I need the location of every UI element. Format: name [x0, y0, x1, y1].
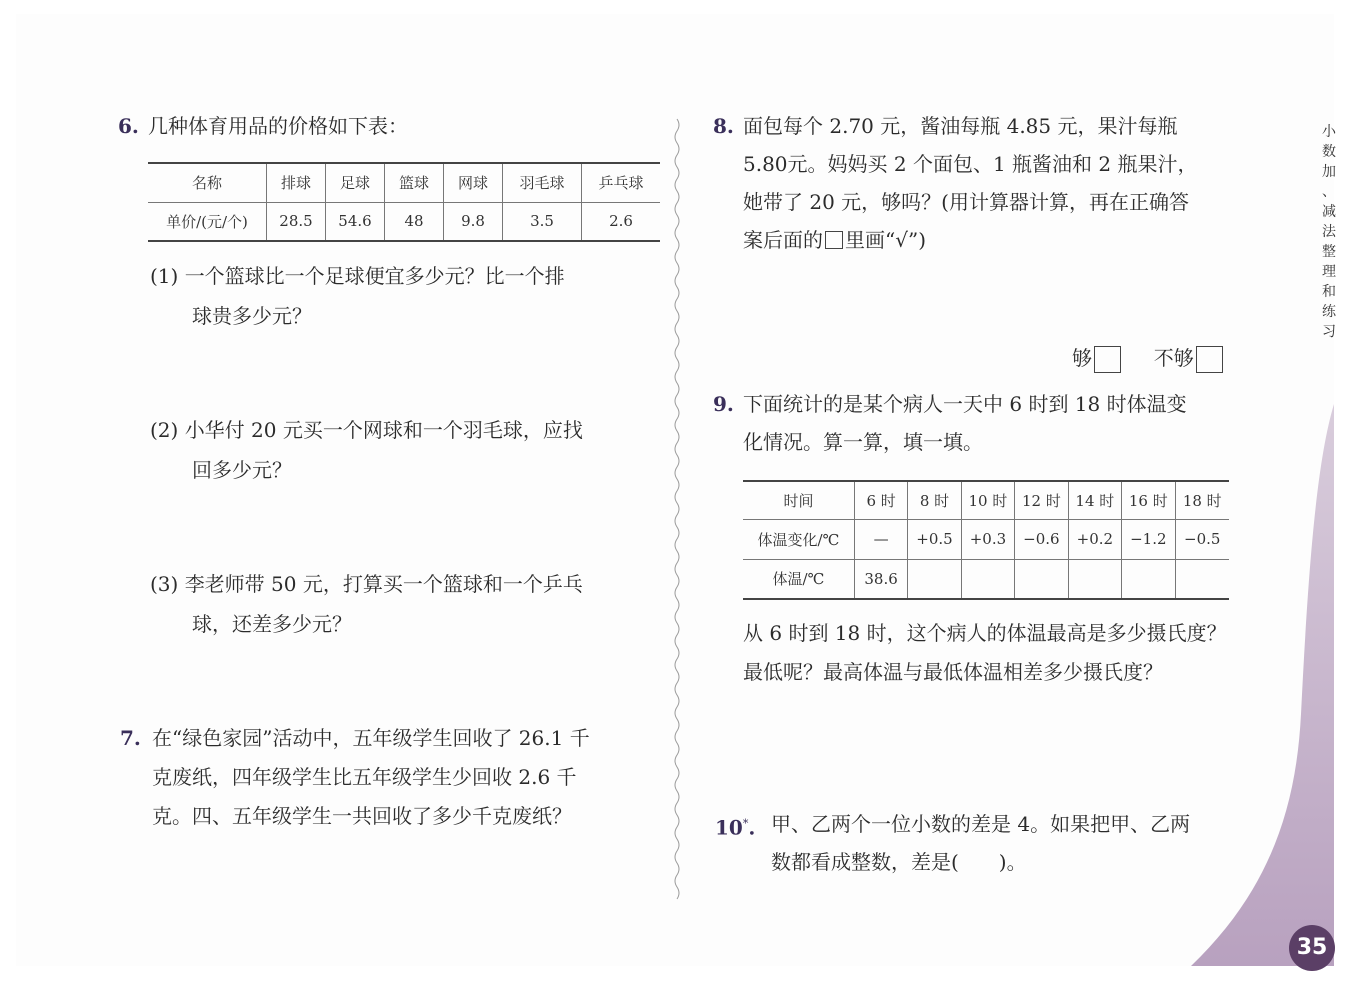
table-header-cell: 乒乓球 — [598, 174, 644, 193]
answer-cell[interactable] — [1015, 559, 1068, 599]
q9-line1: 下面统计的是某个病人一天中 6 时到 18 时体温变 — [743, 392, 1187, 416]
table-cell: 单价/(元/个) — [148, 202, 267, 241]
page-divider — [671, 119, 683, 899]
q7-line3: 克。四、五年级学生一共回收了多少千克废纸？ — [152, 804, 572, 828]
q6-sub2-line2: 回多少元？ — [192, 458, 292, 482]
table-cell: 3.5 — [503, 202, 582, 241]
q6-price-table — [148, 162, 660, 242]
table-header-cell: 排球 — [267, 163, 326, 202]
q10-line2: 数都看成整数，差是( )。 — [771, 850, 1027, 874]
table-header-cell: 12 时 — [1015, 481, 1068, 519]
table-header-cell: 16 时 — [1122, 481, 1175, 519]
q10-line1: 甲、乙两个一位小数的差是 4。如果把甲、乙两 — [771, 812, 1191, 836]
enough-label: 够 — [1072, 346, 1092, 370]
table-header-cell: 时间 — [743, 481, 854, 519]
table-cell: +0.5 — [908, 519, 961, 559]
answer-box-icon — [825, 231, 843, 249]
answer-cell[interactable] — [908, 559, 961, 599]
answer-cell[interactable] — [1175, 559, 1229, 599]
table-cell: 2.6 — [609, 212, 633, 231]
table-cell: 体温变化/℃ — [743, 519, 854, 559]
q6-number: 6. — [118, 114, 139, 138]
table-header-cell: 名称 — [148, 163, 267, 202]
table-header-cell: 18 时 — [1182, 491, 1222, 510]
q6-intro: 几种体育用品的价格如下表： — [148, 114, 408, 138]
table-cell: +0.2 — [1068, 519, 1121, 559]
table-cell: 54.6 — [326, 202, 385, 241]
q7-line2: 克废纸，四年级学生比五年级学生少回收 2.6 千 — [152, 765, 577, 789]
answer-cell[interactable] — [961, 559, 1014, 599]
q8-line4: 案后面的 里画“√”) — [743, 228, 926, 252]
table-header-cell: 篮球 — [385, 163, 444, 202]
table-header-cell: 14 时 — [1068, 481, 1121, 519]
chapter-side-title: 小 数 加 、 减 法 整 理 和 练 习 — [1322, 124, 1336, 340]
table-header-cell: 8 时 — [908, 481, 961, 519]
q8-line1: 面包每个 2.70 元，酱油每瓶 4.85 元，果汁每瓶 — [743, 114, 1178, 138]
not-enough-checkbox[interactable] — [1196, 346, 1223, 373]
q6-sub1-line2: 球贵多少元？ — [192, 304, 312, 328]
q6-sub3-line2: 球，还差多少元？ — [192, 612, 352, 636]
table-cell: — — [854, 519, 907, 559]
q6-sub3-line1: (3) 李老师带 50 元，打算买一个篮球和一个乒乓 — [150, 572, 583, 596]
table-cell: 体温/℃ — [743, 559, 854, 599]
enough-checkbox[interactable] — [1094, 346, 1121, 373]
table-cell: 9.8 — [444, 202, 503, 241]
q9-line2: 化情况。算一算，填一填。 — [743, 430, 983, 454]
q9-number: 9. — [713, 392, 734, 416]
table-header-cell: 10 时 — [961, 481, 1014, 519]
q7-number: 7. — [120, 726, 141, 750]
q9-temperature-table — [743, 480, 1229, 600]
q9-question-line2: 最低呢？最高体温与最低体温相差多少摄氏度？ — [743, 660, 1163, 684]
table-cell: 38.6 — [854, 559, 907, 599]
q6-sub1-line1: (1) 一个篮球比一个足球便宜多少元？比一个排 — [150, 264, 565, 288]
q10-number: 10*. — [715, 815, 756, 840]
q6-sub2-line1: (2) 小华付 20 元买一个网球和一个羽毛球，应找 — [150, 418, 583, 442]
answer-cell[interactable] — [1122, 559, 1175, 599]
q8-choices — [1072, 344, 1223, 373]
answer-cell[interactable] — [1068, 559, 1121, 599]
table-cell: +0.3 — [961, 519, 1014, 559]
q8-number: 8. — [713, 114, 734, 138]
q8-line3: 她带了 20 元，够吗？(用计算器计算，再在正确答 — [743, 190, 1189, 214]
optional-mark: * — [742, 817, 749, 830]
table-header-cell: 6 时 — [854, 481, 907, 519]
q8-line2: 5.80元。妈妈买 2 个面包、1 瓶酱油和 2 瓶果汁， — [743, 152, 1198, 176]
table-header-cell: 网球 — [444, 163, 503, 202]
table-cell: −0.5 — [1184, 530, 1221, 548]
table-cell: 48 — [385, 202, 444, 241]
table-cell: 28.5 — [267, 202, 326, 241]
workbook-page — [16, 14, 1334, 966]
page-number: 35 — [1289, 925, 1335, 971]
q9-question-line1: 从 6 时到 18 时，这个病人的体温最高是多少摄氏度？ — [743, 621, 1227, 645]
not-enough-label: 不够 — [1153, 346, 1194, 370]
table-cell: −0.6 — [1015, 519, 1068, 559]
table-header-cell: 羽毛球 — [503, 163, 582, 202]
q7-line1: 在“绿色家园”活动中，五年级学生回收了 26.1 千 — [152, 726, 590, 750]
table-header-cell: 足球 — [326, 163, 385, 202]
table-cell: −1.2 — [1122, 519, 1175, 559]
